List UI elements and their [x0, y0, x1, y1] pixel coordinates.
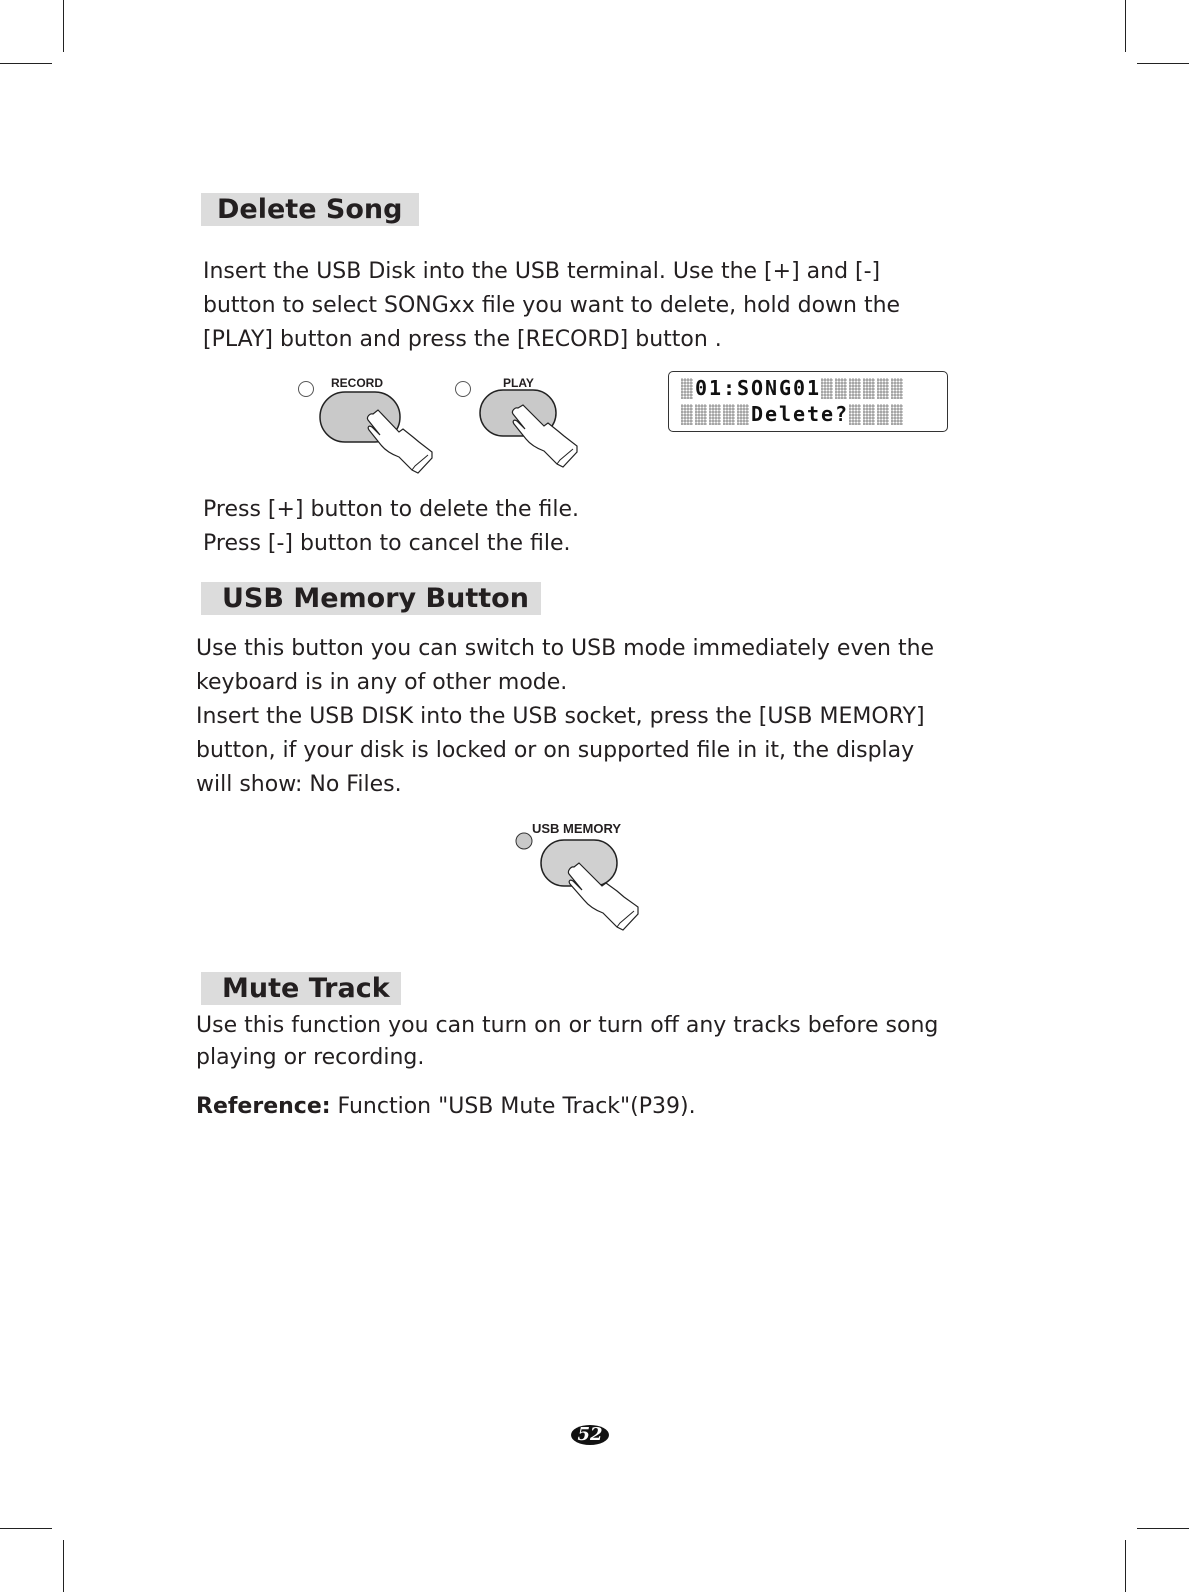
- lcd-cell: [709, 404, 721, 425]
- reference-label: Reference:: [196, 1094, 331, 1119]
- record-button-illustration: [295, 374, 445, 474]
- lcd-cell: [695, 404, 707, 425]
- text-line: Press [+] button to delete the file.: [203, 497, 580, 522]
- usb-memory-button-illustration: [514, 818, 674, 933]
- lcd-cell: [835, 378, 847, 399]
- lcd-cell: [723, 378, 735, 399]
- text-line: [PLAY] button and press the [RECORD] button .: [203, 327, 722, 352]
- section-heading-mute-track: Mute Track: [201, 972, 401, 1005]
- page-number-text: 52: [577, 1424, 603, 1445]
- lcd-cell: [793, 378, 805, 399]
- lcd-cell: [737, 378, 749, 399]
- lcd-display: [668, 371, 948, 432]
- lcd-cell: [877, 404, 889, 425]
- lcd-cell: [863, 404, 875, 425]
- lcd-cell: [765, 378, 777, 399]
- lcd-line-1: [681, 378, 903, 399]
- lcd-char: 1: [709, 376, 722, 400]
- lcd-cell: [779, 404, 791, 425]
- text-line: Press [-] button to cancel the file.: [203, 531, 571, 556]
- reference-note: [196, 1090, 696, 1124]
- lcd-cell: [681, 404, 693, 425]
- lcd-char: e: [765, 402, 778, 426]
- lcd-cell: [751, 404, 763, 425]
- lcd-char: e: [793, 402, 806, 426]
- text-line: Use this function you can turn on or turn off any tracks before song: [196, 1013, 939, 1038]
- text-line: will show: No Files.: [196, 772, 402, 797]
- lcd-cell: [821, 404, 833, 425]
- lcd-cell: [723, 404, 735, 425]
- delete-confirm-instructions: [203, 493, 579, 561]
- lcd-cell: [891, 378, 903, 399]
- lcd-char: :: [723, 376, 736, 400]
- lcd-char: 0: [793, 376, 806, 400]
- crop-mark: [1137, 1528, 1189, 1529]
- lcd-char: e: [821, 402, 834, 426]
- lcd-cell: [849, 378, 861, 399]
- lcd-cell: [737, 404, 749, 425]
- crop-mark: [1125, 0, 1126, 52]
- lcd-cell: [821, 378, 833, 399]
- play-button-illustration: [452, 374, 602, 474]
- lcd-cell: [793, 404, 805, 425]
- lcd-cell: [779, 378, 791, 399]
- lcd-cell: [877, 378, 889, 399]
- lcd-cell: [849, 404, 861, 425]
- usb-memory-instructions: [196, 632, 934, 802]
- section-heading-delete-song: Delete Song: [201, 193, 419, 226]
- page-number: [570, 1424, 610, 1446]
- section-heading-usb-memory: USB Memory Button: [201, 582, 541, 615]
- lcd-char: l: [779, 402, 792, 426]
- text-line: Insert the USB Disk into the USB terminal. Use the [+] and [-]: [203, 259, 881, 284]
- crop-mark: [0, 63, 52, 64]
- lcd-cell: [709, 378, 721, 399]
- lcd-char: 1: [807, 376, 820, 400]
- crop-mark: [63, 0, 64, 52]
- text-line: keyboard is in any of other mode.: [196, 670, 568, 695]
- lcd-cell: [751, 378, 763, 399]
- crop-mark: [1137, 63, 1189, 64]
- lcd-char: D: [751, 402, 764, 426]
- lcd-line-2: [681, 404, 903, 425]
- lcd-cell: [835, 404, 847, 425]
- lcd-cell: [681, 378, 693, 399]
- crop-mark: [1125, 1540, 1126, 1592]
- text-line: button, if your disk is locked or on supported file in it, the display: [196, 738, 915, 763]
- lcd-cell: [765, 404, 777, 425]
- text-line: button to select SONGxx file you want to delete, hold down the: [203, 293, 901, 318]
- lcd-char: 0: [695, 376, 708, 400]
- text-line: playing or recording.: [196, 1045, 425, 1070]
- text-line: Insert the USB DISK into the USB socket, press the [USB MEMORY]: [196, 704, 925, 729]
- lcd-char: O: [751, 376, 764, 400]
- lcd-cell: [863, 378, 875, 399]
- text-line: Use this button you can switch to USB mode immediately even the: [196, 636, 935, 661]
- crop-mark: [0, 1528, 52, 1529]
- usb-memory-button-label: USB MEMORY: [532, 821, 622, 836]
- lcd-char: ?: [835, 402, 848, 426]
- lcd-cell: [807, 404, 819, 425]
- lcd-char: t: [807, 402, 820, 426]
- lcd-char: G: [779, 376, 792, 400]
- crop-mark: [63, 1540, 64, 1592]
- reference-text: Function "USB Mute Track"(P39).: [330, 1094, 696, 1119]
- play-button-label: PLAY: [503, 376, 534, 390]
- lcd-cell: [695, 378, 707, 399]
- record-button-label: RECORD: [331, 376, 384, 390]
- lcd-char: S: [737, 376, 750, 400]
- lcd-char: N: [765, 376, 778, 400]
- delete-song-instructions: [203, 255, 900, 357]
- lcd-cell: [891, 404, 903, 425]
- lcd-cell: [807, 378, 819, 399]
- mute-track-instructions: [196, 1010, 938, 1074]
